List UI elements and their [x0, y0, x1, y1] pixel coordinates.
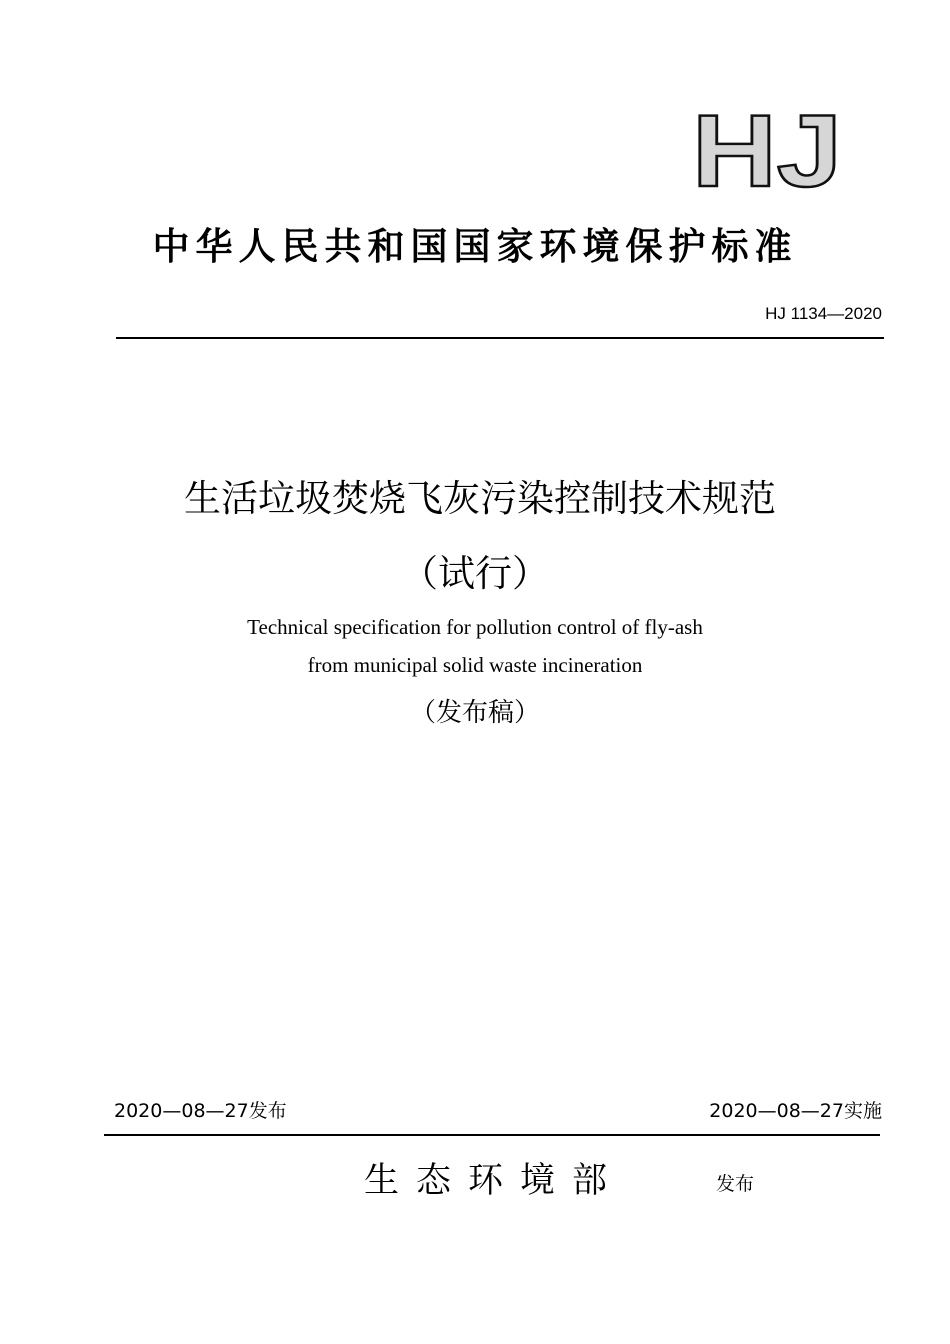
document-title-cn: 生活垃圾焚烧飞灰污染控制技术规范 — [184, 477, 776, 520]
release-date: 2020—08—27发布 — [114, 1100, 287, 1122]
document-title-en-line-1: Technical specification for pollution control of fly-ash — [247, 615, 703, 639]
draft-note: （发布稿） — [409, 698, 540, 728]
agency-title: 中华人民共和国国家环境保护标准 — [152, 225, 798, 268]
document-subtitle-cn: （试行） — [401, 552, 549, 595]
issuer-name: 生态环境部 — [364, 1161, 625, 1201]
effective-date: 2020—08—27实施 — [709, 1100, 882, 1122]
top-divider — [116, 337, 884, 339]
hj-logo-text: HJ — [692, 108, 842, 190]
document-title-en-line-2: from municipal solid waste incineration — [307, 653, 643, 677]
hj-standard-logo-icon — [692, 108, 842, 190]
hj-logo — [692, 108, 842, 190]
issuer-action: 发布 — [716, 1173, 755, 1195]
standard-number: HJ 1134—2020 — [765, 304, 882, 323]
bottom-divider — [104, 1134, 880, 1136]
